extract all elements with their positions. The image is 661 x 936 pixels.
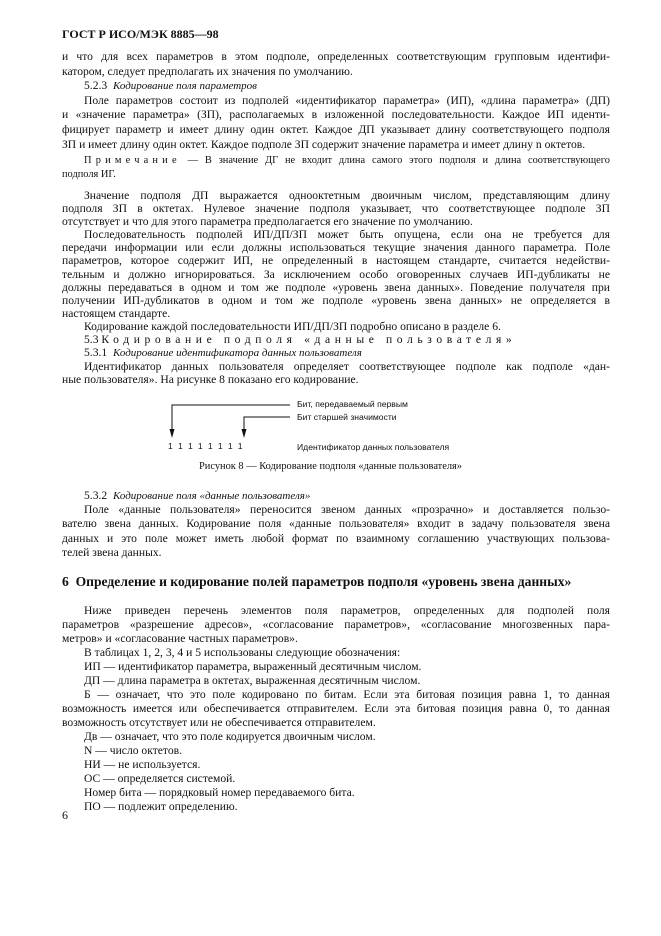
text-line: Последовательность подполей ИП/ДП/ЗП может быть опущена, если она не требуется для [84, 228, 610, 242]
section-title: Кодирование поля параметров [112, 80, 257, 93]
paragraph [62, 503, 610, 560]
section-number: 6 [62, 574, 69, 589]
text-line: ДП — длина параметра в октетах, выраженная десятичным числом. [84, 674, 421, 687]
text-line: и «значение параметра» (ЗП), располагаемых в изложенной последовательности. Каждое ИП иденти- [62, 108, 610, 122]
page-number: 6 [62, 808, 68, 822]
bit: 1 [168, 441, 173, 451]
section-number: 5.3.1 [84, 346, 108, 360]
paragraph [62, 688, 610, 730]
text-line: Поле параметров состоит из подполей «идентификатор параметра» (ИП), «длина параметра» (ДП) [84, 93, 610, 107]
text-line: N — число октетов. [84, 744, 182, 757]
bit: 1 [207, 441, 213, 451]
text-line: возможность отсутствует или не обеспечивается отправителем. [62, 716, 376, 729]
text-line: настоящем стандарте. [62, 306, 171, 320]
identifier-label: Идентификатор данных пользователя [297, 442, 450, 452]
arrow-down-icon [170, 429, 175, 438]
text-line: передачи информации или если должны использоваться текущие значения данного параметра. Поле [62, 241, 610, 255]
paragraph [62, 604, 610, 646]
text-line: Кодирование каждой последовательности ИП/ДП/ЗП подробно описано в разделе 6. [84, 319, 501, 333]
paragraph [62, 660, 610, 674]
text-line: отсутствует и что для этого параметра предполагается его значение по умолчанию. [62, 215, 473, 229]
section-title: Кодирование идентификатора данных пользователя [112, 347, 362, 360]
text-line: метров» и «согласование частных параметров». [62, 632, 298, 645]
bit: 1 [187, 441, 193, 451]
text-line: вателю звена данных. Кодирование поля «данные пользователя» входит в задачу пользователя звена [62, 517, 610, 531]
text-line: Б — означает, что это поле кодировано по битам. Если эта битовая позиция равна 1, то данная [84, 688, 610, 701]
text-line: ОС — определяется системой. [84, 772, 236, 785]
paragraph [62, 674, 610, 688]
subsection-5-2-3 [62, 79, 610, 94]
bit: 1 [227, 441, 233, 451]
block-a [62, 50, 610, 152]
text-line: Ниже приведен перечень элементов поля параметров, определенных для подполей поля [84, 604, 610, 617]
section-number: 5.3 [84, 333, 99, 347]
text-line: подполя ЗП в октетах. Нулевое значение подполя указывает, что соответствующее подполе ЗП [62, 202, 610, 216]
text-line: данных и это поле может иметь любой формат по взаимному соглашению участвующих пользова- [62, 531, 610, 545]
block-c [62, 489, 610, 560]
text-line: ИП — идентификатор параметра, выраженный десятичным числом. [84, 660, 422, 673]
bit: 1 [237, 441, 243, 451]
text-line: фицирует параметр и имеет длину один октет. Каждое ДП указывает длину соответствующего подполя [62, 122, 610, 136]
first-bit-leader-line [172, 405, 290, 431]
text-line: и что для всех параметров в этом подполе, определенных соответствующим групповым идентифи- [62, 50, 610, 63]
paragraph [62, 786, 610, 800]
text-line: НИ — не используется. [84, 758, 201, 771]
section-number: 5.3.2 [84, 489, 108, 502]
figure-caption: Рисунок 8 — Кодирование подполя «данные пользователя» [199, 461, 462, 472]
arrow-down-icon [242, 429, 247, 438]
text-line: телей звена данных. [62, 545, 162, 559]
text-line: получении ИП-дубликатов в одном и том же подполе «уровень звена данных» не определяется в [62, 293, 610, 307]
subsection-5-3-1 [62, 346, 610, 360]
msb-leader-line [244, 417, 290, 431]
section-title: Кодирование подполя «данные пользователя» [101, 333, 517, 347]
paragraph [62, 320, 610, 333]
text-line: тельным и должно игнорироваться. За исключением особо оговоренных случаев ИП-дубликаты не [62, 267, 610, 281]
note [62, 154, 610, 182]
paragraph [62, 189, 610, 228]
text-line: Значение подполя ДП выражается однооктетным двоичным числом, представляющим длину [84, 189, 610, 202]
note-text: — В значение ДГ не входит длина самого этого подполя и длина соответствующего [187, 155, 610, 166]
bit-row [168, 441, 243, 451]
paragraph [62, 94, 610, 152]
text-line: Идентификатор данных пользователя определяет соответствующее подполе как подполе «дан- [84, 360, 610, 374]
text-line: Поле «данные пользователя» переносится звеном данных «прозрачно» и доставляется пользо- [84, 503, 610, 517]
section-title: Кодирование поля «данные пользователя» [112, 490, 311, 502]
block-d [62, 604, 610, 814]
text-line: Дв — означает, что это поле кодируется двоичным числом. [84, 730, 376, 743]
note-label: Примечание [84, 155, 181, 166]
text-line: В таблицах 1, 2, 3, 4 и 5 использованы следующие обозначения: [84, 646, 401, 659]
paragraph [62, 228, 610, 320]
first-bit-label: Бит, передаваемый первым [297, 399, 408, 409]
paragraph [62, 730, 610, 744]
text-line: возможность имеется или обеспечивается отправителем. Если эта битовая позиция равна 0, то данная [62, 702, 610, 715]
subsection-5-3 [62, 333, 610, 346]
text-line: должны передаваться в одном и том же подполе «уровень звена данных». Поведение получателя при [62, 280, 610, 294]
text-line: параметров, которое содержит ИП, не определенный в настоящем стандарте, считается недействи- [62, 254, 610, 268]
paragraph [62, 360, 610, 386]
text-line: ПО — подлежит определению. [84, 800, 238, 813]
section-6-heading [62, 574, 571, 590]
bit: 1 [197, 441, 203, 451]
text-line: катором, следует предполагать их значения по умолчанию. [62, 64, 353, 78]
paragraph [62, 800, 610, 814]
paragraph [62, 758, 610, 772]
paragraph [62, 50, 610, 79]
text-line: ные пользователя». На рисунке 8 показано его кодирование. [62, 373, 359, 387]
paragraph [62, 772, 610, 786]
section-number: 5.2.3 [84, 79, 108, 93]
subsection-5-3-2 [62, 489, 610, 503]
bit: 1 [177, 441, 183, 451]
document-header: ГОСТ Р ИСО/МЭК 8885—98 [62, 27, 219, 41]
text-line: ЗП и имеет длину один октет. Каждое подполе ЗП содержит значение параметра и имеет длину n октетов. [62, 137, 586, 151]
note-text: подполя ИГ. [62, 169, 116, 180]
msb-label: Бит старшей значимости [297, 412, 397, 422]
bit: 1 [217, 441, 223, 451]
paragraph [62, 744, 610, 758]
text-line: Номер бита — порядковый номер передаваемого бита. [84, 786, 355, 799]
paragraph [62, 646, 610, 660]
section-title: Определение и кодирование полей параметров подполя «уровень звена данных» [75, 574, 572, 589]
text-line: параметров «разрешение адресов», «согласование параметров», «согласование многозвенных пара- [62, 618, 610, 631]
block-b [62, 189, 610, 386]
